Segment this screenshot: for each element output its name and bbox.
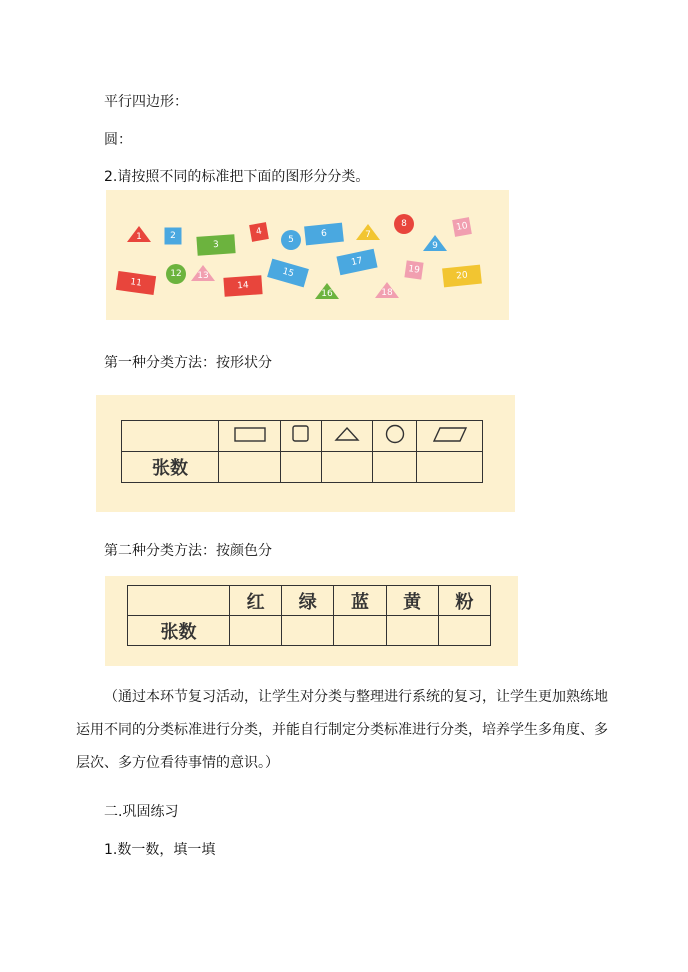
shape-2-square — [165, 228, 182, 245]
shape-4-square — [249, 222, 269, 242]
shape-19-square — [404, 260, 423, 279]
color-count-table — [127, 585, 491, 646]
parallelogram-icon — [432, 425, 468, 443]
shape-8-circle — [394, 214, 414, 234]
count-cell — [386, 616, 438, 646]
count-cell — [334, 616, 386, 646]
shape-number-label: 2 — [170, 231, 176, 241]
empty-header-cell — [122, 421, 219, 452]
exercise-1-heading: 1.数一数，填一填 — [104, 842, 216, 858]
shape-number-label: 8 — [401, 219, 407, 229]
shape-5-circle — [281, 230, 301, 250]
count-cell — [438, 616, 490, 646]
shape-number-label: 17 — [350, 255, 364, 269]
shape-number-label: 13 — [197, 271, 209, 281]
row-label-count: 张数 — [128, 616, 230, 646]
shape-number-label: 15 — [281, 266, 295, 280]
shape-18-triangle — [375, 282, 399, 298]
shape-number-label: 5 — [288, 235, 294, 245]
shape-10-square — [452, 217, 472, 237]
rectangle-header-cell — [219, 421, 281, 452]
shape-number-label: 20 — [455, 270, 469, 282]
count-cell — [281, 452, 322, 483]
shape-17-rect — [336, 249, 377, 275]
square-icon — [290, 424, 312, 444]
line-task2: 2.请按照不同的标准把下面的图形分分类。 — [104, 169, 370, 185]
line-method2: 第二种分类方法：按颜色分 — [104, 543, 272, 559]
shape-number-label: 18 — [381, 288, 393, 298]
parallelogram-header-cell — [417, 421, 483, 452]
shape-3-rect — [196, 234, 235, 256]
shape-number-label: 10 — [455, 221, 469, 233]
header-red: 红 — [230, 586, 282, 616]
empty-header-cell — [128, 586, 230, 616]
count-cell — [417, 452, 483, 483]
section-heading-practice: 二.巩固练习 — [104, 804, 179, 820]
shapes-figure — [106, 190, 509, 320]
shape-20-rect — [442, 265, 482, 288]
count-cell — [219, 452, 281, 483]
count-cell — [321, 452, 372, 483]
line-method1: 第一种分类方法：按形状分 — [104, 355, 272, 371]
shape-number-label: 7 — [365, 230, 371, 240]
line-parallelogram: 平行四边形： — [104, 94, 188, 110]
circle-icon — [383, 423, 407, 445]
shape-11-rect — [116, 271, 156, 295]
shape-13-triangle — [191, 265, 215, 281]
shape-15-rect — [267, 259, 309, 288]
header-yellow: 黄 — [386, 586, 438, 616]
rectangle-icon — [233, 425, 267, 443]
shape-16-triangle — [315, 283, 339, 299]
header-green: 绿 — [282, 586, 334, 616]
shape-number-label: 1 — [136, 232, 142, 242]
shape-number-label: 6 — [320, 228, 328, 240]
shape-7-triangle — [356, 224, 380, 240]
triangle-icon — [333, 425, 361, 443]
shape-number-label: 11 — [129, 277, 143, 289]
circle-header-cell — [373, 421, 417, 452]
header-pink: 粉 — [438, 586, 490, 616]
shape-count-table — [121, 420, 483, 483]
line-circle: 圆： — [104, 132, 132, 148]
square-header-cell — [281, 421, 322, 452]
header-blue: 蓝 — [334, 586, 386, 616]
shape-number-label: 9 — [432, 241, 438, 251]
shapes-illustration — [106, 190, 509, 320]
triangle-header-cell — [321, 421, 372, 452]
row-label-count: 张数 — [122, 452, 219, 483]
count-cell — [282, 616, 334, 646]
shape-number-label: 3 — [212, 239, 220, 251]
shape-number-label: 16 — [321, 289, 333, 299]
shape-number-label: 4 — [255, 226, 263, 238]
shape-6-rect — [304, 223, 344, 246]
shape-9-triangle — [423, 235, 447, 251]
count-cell — [230, 616, 282, 646]
shape-number-label: 14 — [236, 280, 250, 292]
count-cell — [373, 452, 417, 483]
shape-number-label: 19 — [407, 264, 421, 276]
shape-14-rect — [223, 275, 262, 297]
shape-12-circle — [166, 264, 186, 284]
shape-1-triangle — [127, 226, 151, 242]
shape-number-label: 12 — [170, 269, 182, 279]
teaching-note-paragraph: （通过本环节复习活动，让学生对分类与整理进行系统的复习，让学生更加熟练地运用不同的分类标准进行分类，并能自行制定分类标准进行分类，培养学生多角度、多层次、多方位看待事情的意识。） — [76, 689, 608, 771]
